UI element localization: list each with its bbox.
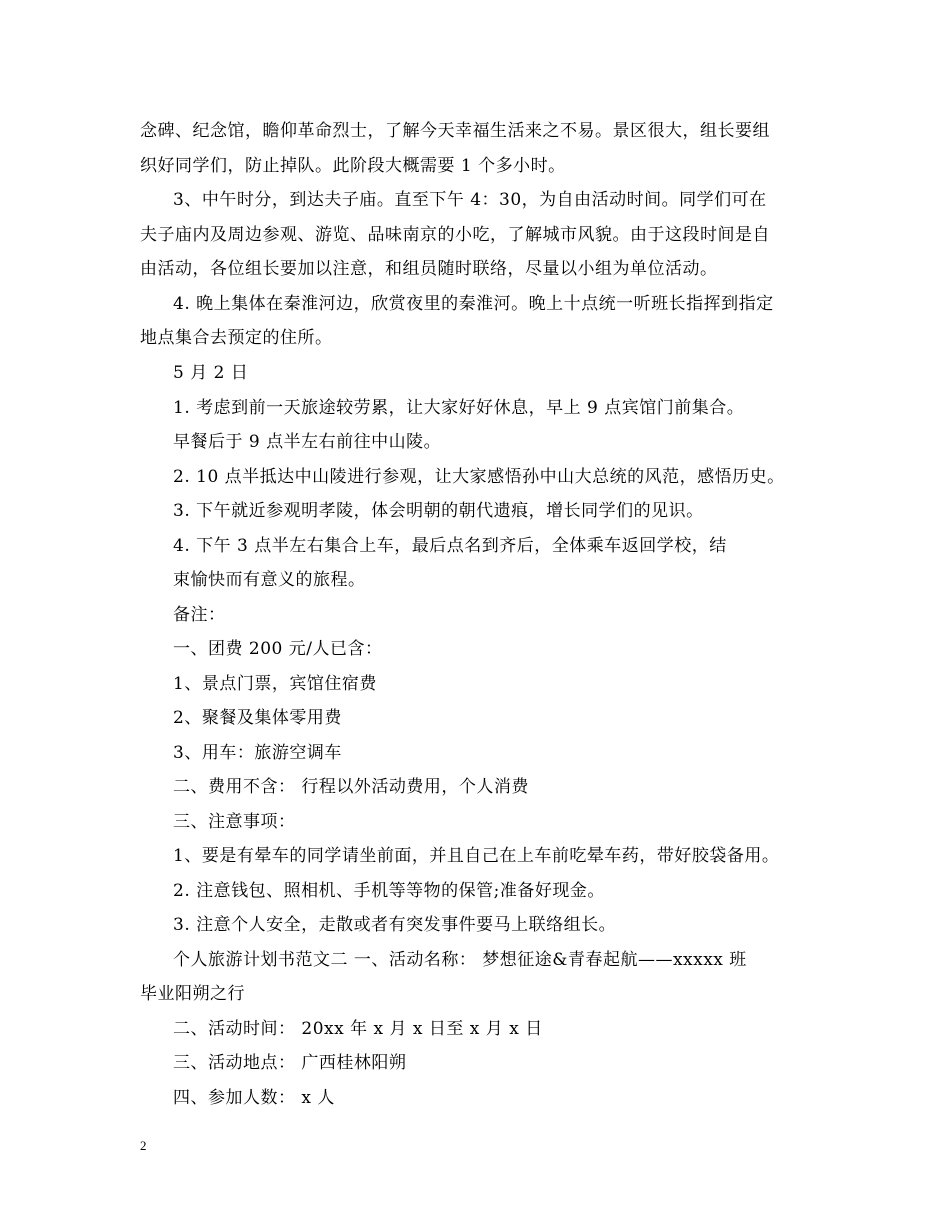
text-line: 3. 注意个人安全，走散或者有突发事件要马上联络组长。 [173,915,617,935]
page-number: 2 [140,1138,147,1153]
text-line: 二、费用不含： 行程以外活动费用，个人消费 [173,777,529,797]
text-line: 3. 下午就近参观明孝陵，体会明朝的朝代遗痕，增长同学们的见识。 [173,501,704,521]
text-line: 1、要是有晕车的同学请坐前面，并且自己在上车前吃晕车药，带好胶袋备用。 [173,846,780,866]
text-line: 四、参加人数： x 人 [173,1088,335,1108]
text-line: 由活动，各位组长要加以注意，和组员随时联络，尽量以小组为单位活动。 [140,259,718,279]
text-line: 毕业阳朔之行 [140,984,245,1004]
text-line: 三、注意事项： [173,812,296,832]
text-line: 念碑、纪念馆，瞻仰革命烈士，了解今天幸福生活来之不易。景区很大，组长要组 [140,121,770,141]
section-heading: 个人旅游计划书范文二 一、活动名称： 梦想征途&青春起航——xxxxx 班 [173,950,747,970]
text-line: 束愉快而有意义的旅程。 [173,570,366,590]
text-line: 早餐后于 9 点半左右前往中山陵。 [173,432,442,452]
text-line: 3、用车：旅游空调车 [173,743,342,763]
text-line: 2、聚餐及集体零用费 [173,708,342,728]
text-line: 织好同学们，防止掉队。此阶段大概需要 1 个多小时。 [140,156,566,176]
text-line: 3、中午时分，到达夫子庙。直至下午 4：30，为自由活动时间。同学们可在 [173,190,767,210]
text-line: 4. 下午 3 点半左右集合上车，最后点名到齐后，全体乘车返回学校，结 [173,536,727,556]
date-heading: 5 月 2 日 [173,363,249,383]
text-line: 三、活动地点： 广西桂林阳朔 [173,1053,407,1073]
text-line: 一、团费 200 元/人已含： [173,639,383,659]
text-line: 2. 注意钱包、照相机、手机等等物的保管;准备好现金。 [173,881,605,901]
text-line: 地点集合去预定的住所。 [140,328,333,348]
text-line: 夫子庙内及周边参观、游览、品味南京的小吃，了解城市风貌。由于这段时间是自 [140,225,770,245]
text-line: 二、活动时间： 20xx 年 x 月 x 日至 x 月 x 日 [173,1019,543,1039]
text-line: 1、景点门票，宾馆住宿费 [173,674,377,694]
notes-heading: 备注： [173,605,226,625]
text-line: 2. 10 点半抵达中山陵进行参观，让大家感悟孙中山大总统的风范，感悟历史。 [173,467,785,487]
text-line: 4. 晚上集体在秦淮河边，欣赏夜里的秦淮河。晚上十点统一听班长指挥到指定 [173,294,774,314]
text-line: 1. 考虑到前一天旅途较劳累，让大家好好休息，早上 9 点宾馆门前集合。 [173,398,745,418]
